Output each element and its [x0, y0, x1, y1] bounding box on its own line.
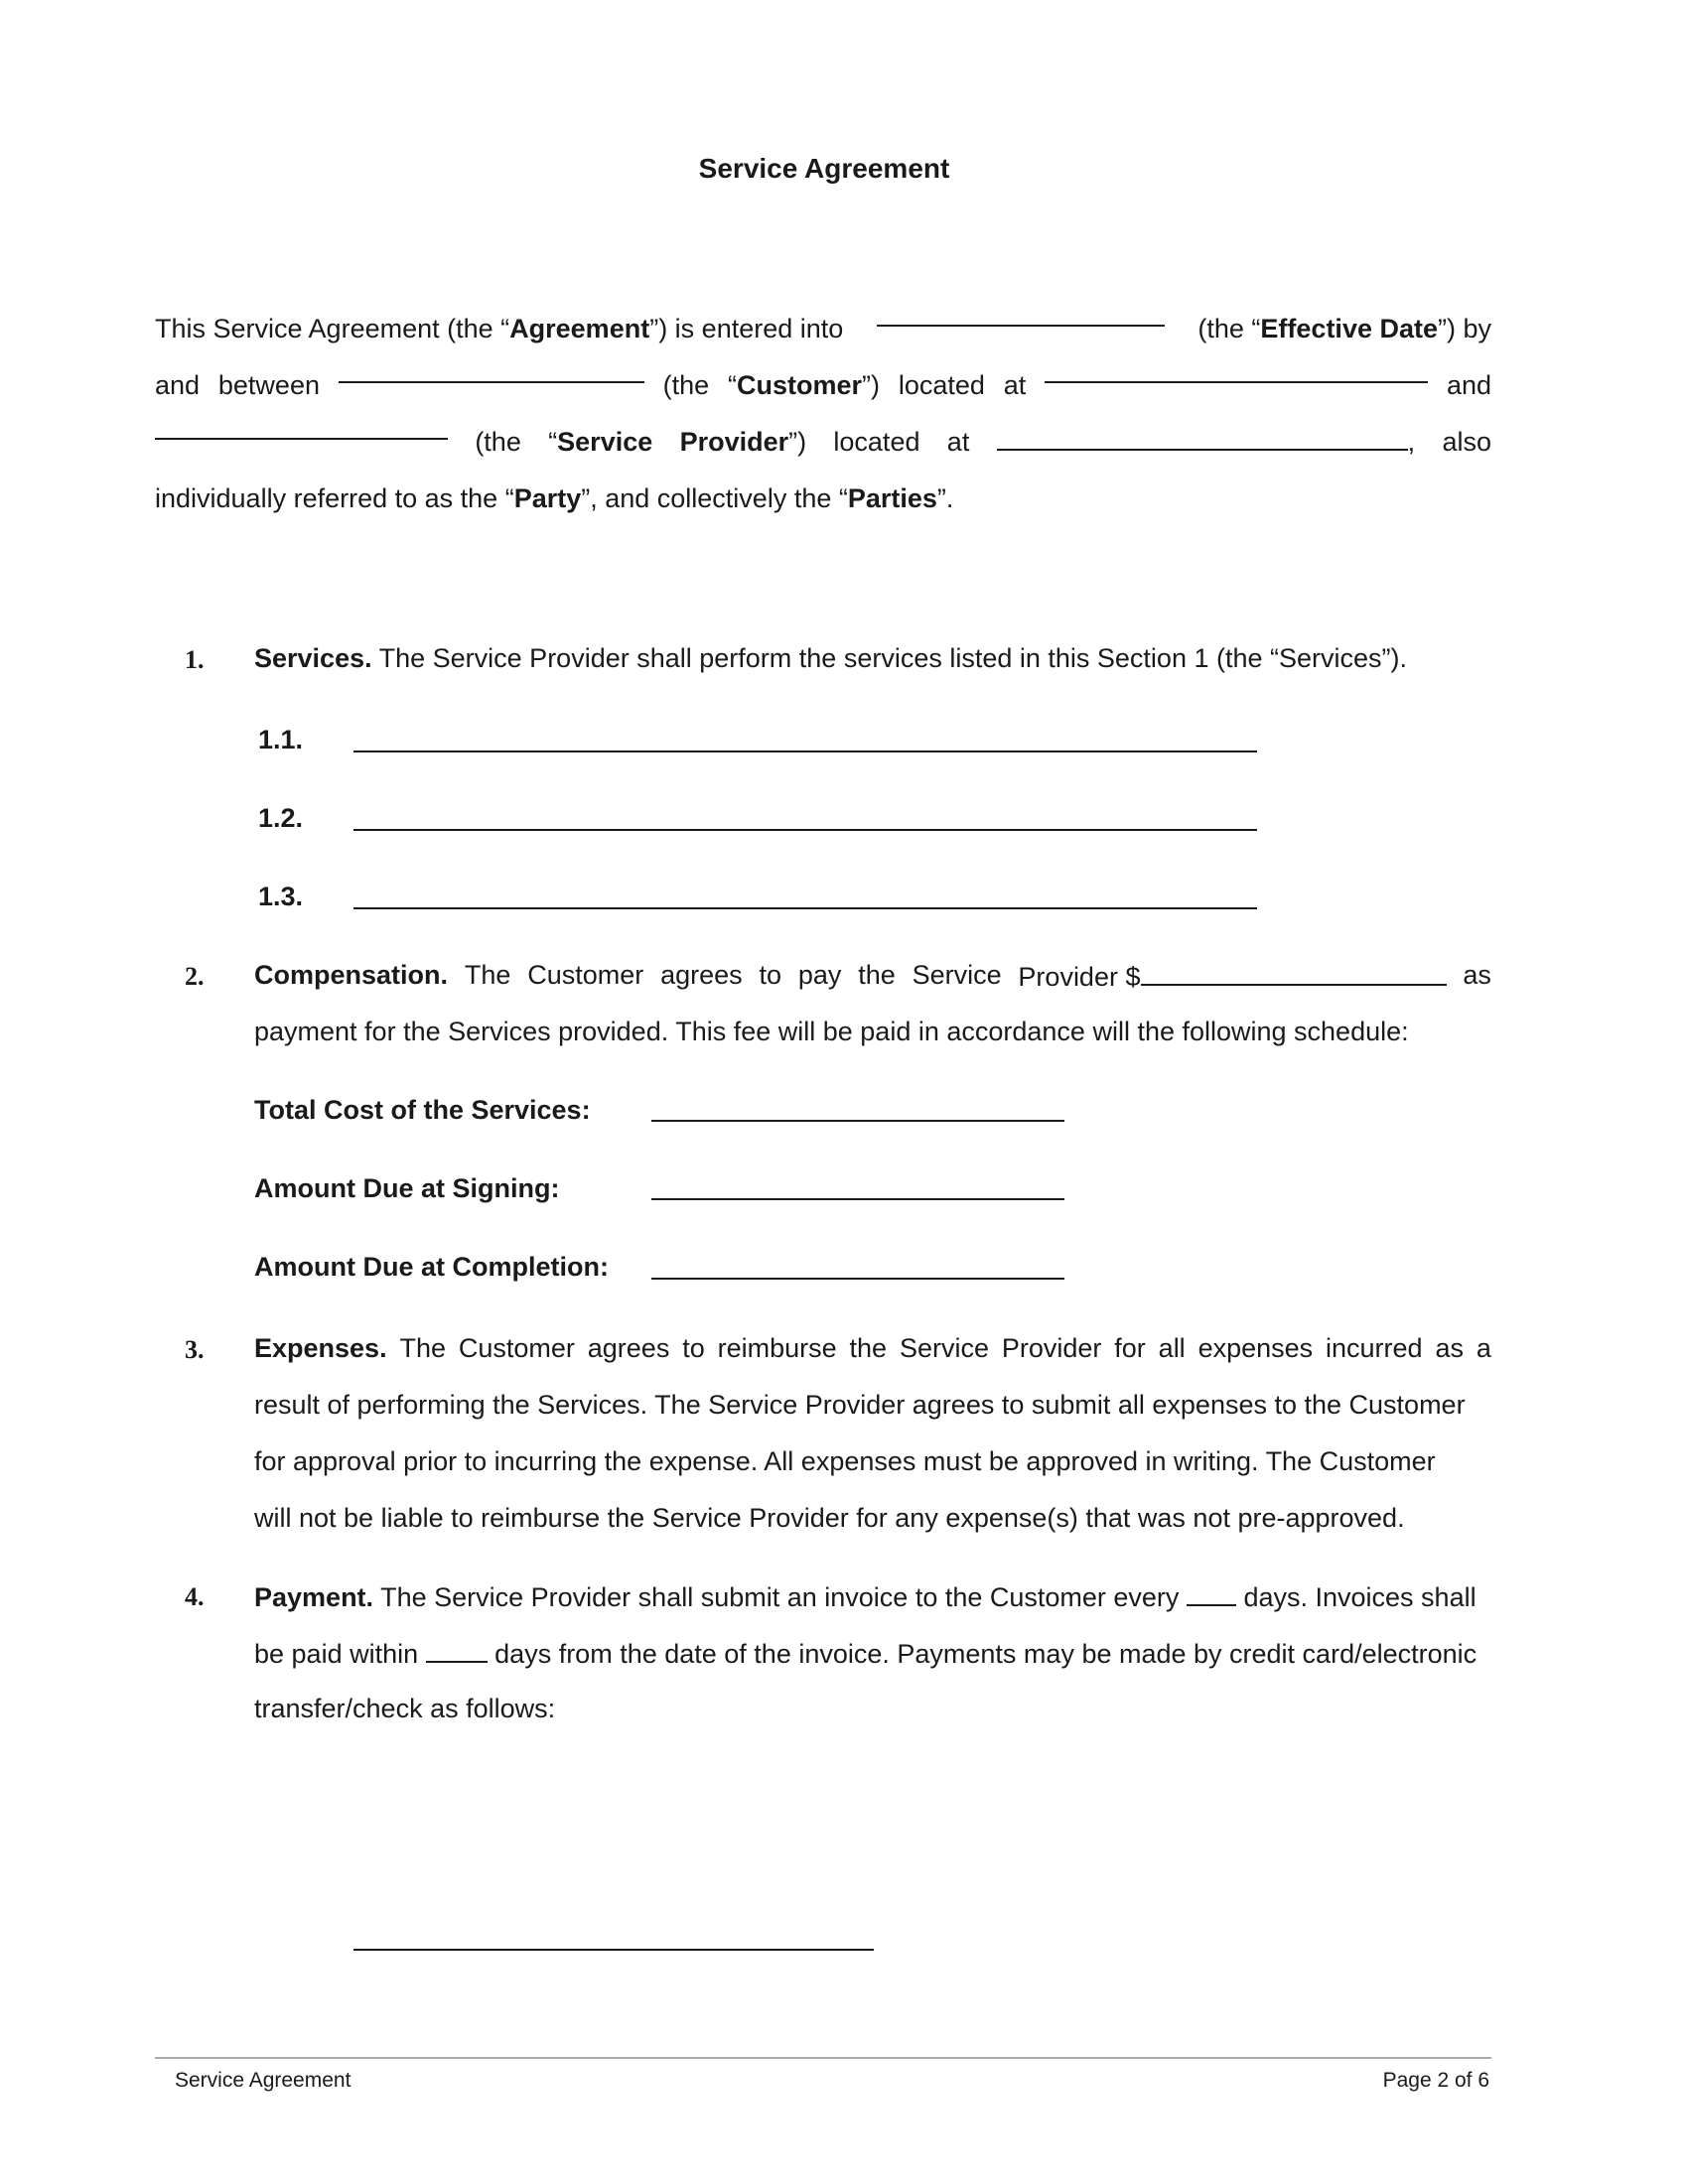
due-at-signing-label: Amount Due at Signing:: [254, 1173, 560, 1203]
intro-line-3: (the “Service Provider”) located at , also: [155, 414, 1491, 471]
payment-method-blank[interactable]: [353, 1949, 874, 1951]
section-4-line-3: transfer/check as follows:: [254, 1694, 556, 1723]
invoice-days-blank[interactable]: [1187, 1580, 1236, 1606]
customer-name-blank[interactable]: [339, 357, 644, 383]
service-item-2-label: 1.2.: [258, 803, 304, 833]
intro-line-2: and between (the “Customer”) located at and: [155, 357, 1491, 414]
section-4-number: 4.: [185, 1582, 205, 1611]
service-item-1-label: 1.1.: [258, 725, 304, 754]
provider-name-blank[interactable]: [155, 414, 448, 440]
customer-address-blank[interactable]: [1045, 357, 1428, 383]
intro-line-1: This Service Agreement (the “Agreement”) is entered into (the “Effective Date”) by: [155, 301, 1491, 357]
section-3-number: 3.: [185, 1335, 205, 1364]
section-3-line-2: result of performing the Services. The Service Provider agrees to submit all expenses to the Customer: [254, 1390, 1466, 1420]
section-1-number: 1.: [185, 645, 205, 674]
provider-address-blank[interactable]: [997, 425, 1408, 451]
section-3-line-3: for approval prior to incurring the expense. All expenses must be approved in writing. The Customer: [254, 1446, 1436, 1476]
section-3-line-4: will not be liable to reimburse the Service Provider for any expense(s) that was not pre-approved.: [254, 1503, 1405, 1533]
document-title: Service Agreement: [698, 153, 950, 184]
due-at-signing-blank[interactable]: [651, 1198, 1064, 1200]
intro-line-4: individually referred to as the “Party”, and collectively the “Parties”.: [155, 483, 954, 513]
service-item-3-blank[interactable]: [353, 907, 1257, 909]
section-4-line-1: Payment. The Service Provider shall submit an invoice to the Customer every days. Invoices shall: [254, 1582, 1477, 1612]
due-at-completion-label: Amount Due at Completion:: [254, 1252, 609, 1282]
section-3-line-1: Expenses. The Customer agrees to reimburse the Service Provider for all expenses incurred as a: [254, 1333, 1491, 1363]
due-at-completion-blank[interactable]: [651, 1278, 1064, 1280]
compensation-amount-blank[interactable]: [1141, 960, 1447, 986]
payment-days-blank[interactable]: [426, 1637, 488, 1663]
section-2-line-2: payment for the Services provided. This fee will be paid in accordance will the following schedule:: [254, 1017, 1409, 1046]
footer-divider: [155, 2057, 1491, 2059]
footer-title: Service Agreement: [175, 2069, 352, 2092]
section-2-line-1: Compensation. The Customer agrees to pay the Service Provider $ as: [254, 960, 1491, 992]
section-4-line-2: be paid within days from the date of the invoice. Payments may be made by credit card/electronic: [254, 1639, 1477, 1669]
effective-date-blank[interactable]: [877, 301, 1165, 327]
section-1-text: Services. The Service Provider shall perform the services listed in this Section 1 (the “Services”).: [254, 643, 1408, 673]
total-cost-label: Total Cost of the Services:: [254, 1095, 591, 1125]
total-cost-blank[interactable]: [651, 1120, 1064, 1122]
service-item-2-blank[interactable]: [353, 829, 1257, 831]
page-number: Page 2 of 6: [1382, 2069, 1489, 2092]
section-2-number: 2.: [185, 962, 205, 991]
service-item-1-blank[interactable]: [353, 751, 1257, 752]
service-item-3-label: 1.3.: [258, 882, 304, 911]
